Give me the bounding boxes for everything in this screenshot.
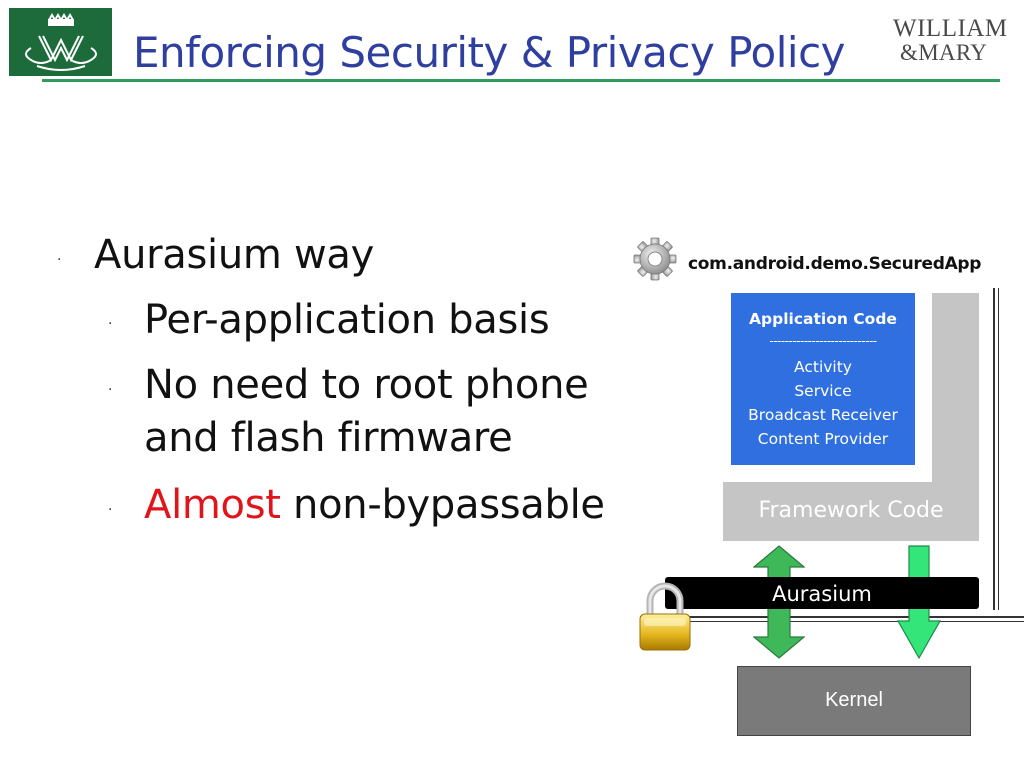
crest-icon <box>9 8 112 76</box>
bullet-sub-2-line-2: and flash firmware <box>144 415 513 461</box>
brand-mary: &MARY <box>900 40 988 65</box>
bullet-sub-3 <box>144 482 605 528</box>
crest-logo <box>9 8 112 76</box>
process-boundary-line <box>993 288 995 610</box>
aurasium-label: Aurasium <box>772 582 872 606</box>
process-boundary-line <box>998 288 999 610</box>
application-code-title: Application Code <box>749 310 897 328</box>
bullet-sub-2-line-1: No need to root phone <box>144 362 589 408</box>
component-content-provider: Content Provider <box>757 430 889 448</box>
gear-icon <box>632 236 678 286</box>
title-underline <box>42 79 1000 82</box>
bullet-sub-1: Per-application basis <box>144 297 550 343</box>
bullet-marker: · <box>108 316 113 332</box>
kernel-boundary-line <box>640 621 1024 622</box>
bullet-marker: · <box>57 252 62 268</box>
component-activity: Activity <box>794 358 852 376</box>
almost-highlight: Almost <box>144 482 281 528</box>
kernel-boundary-line <box>640 616 1024 618</box>
slide-title: Enforcing Security & Privacy Policy <box>133 28 846 77</box>
bullet-marker: · <box>108 502 113 518</box>
bullet-main: Aurasium way <box>94 232 374 278</box>
component-service: Service <box>794 382 852 400</box>
lock-icon <box>637 581 693 657</box>
application-code-separator: ---------------------------- <box>769 334 877 348</box>
brand-william: WILLIAM <box>893 15 1008 42</box>
bullet-sub-3-rest: non-bypassable <box>280 482 605 528</box>
component-broadcast-receiver: Broadcast Receiver <box>748 406 898 424</box>
kernel-label: Kernel <box>825 689 883 711</box>
framework-code-label: Framework Code <box>758 498 944 523</box>
bullet-marker: · <box>108 382 113 398</box>
app-package-name: com.android.demo.SecuredApp <box>688 254 982 274</box>
